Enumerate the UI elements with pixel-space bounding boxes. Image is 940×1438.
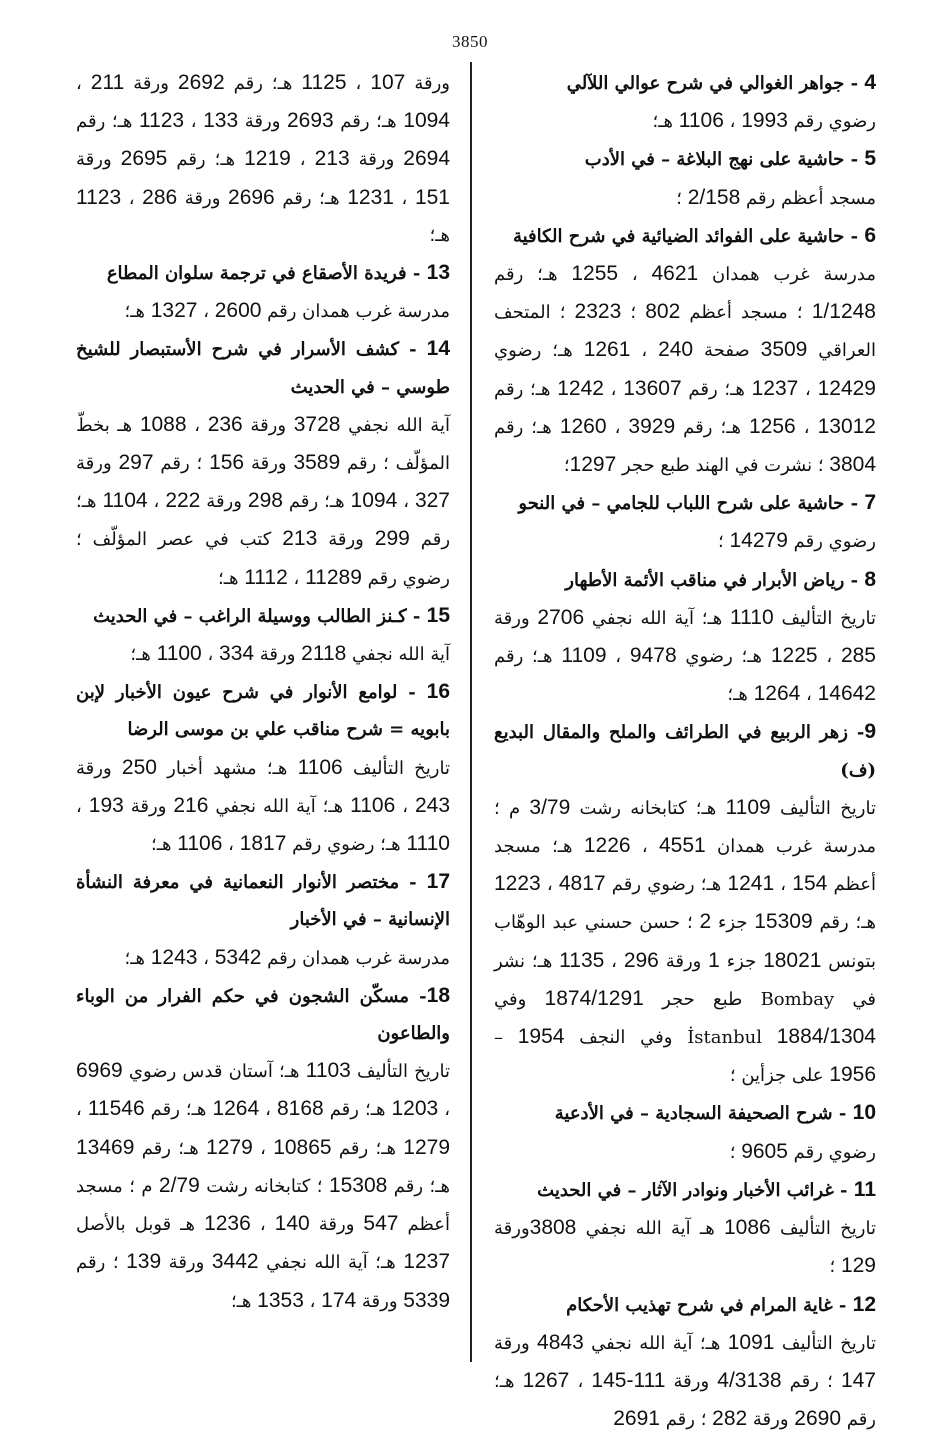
- entry-title-text: - مختصر الأنوار النعمانية في معرفة النشأة الإنسانية – في الأخبار: [76, 872, 450, 930]
- entry-holdings: تاريخ التأليف 1109 هـ؛ كتابخانه رشت 3/79 م ؛ مدرسة غرب همدان 4551 ، 1226 هـ؛ مسجد أعظم 154 ، 1241 هـ؛ رضوي رقم 4817 ، 1223 هـ؛ رقم 15309 جزء 2 ؛ حسن حسني عبد الوهّاب بتونس 18021 جزء 1 ورقة 296 ، 1135 هـ؛ نشر في Bombay طبع حجر 1874/1291 وفي İstanbul 1884/1304 وفي النجف 1954 – 1956 على جزأين ؛: [494, 789, 876, 1095]
- entry-title-text: - كشف الأسرار في شرح الأستبصار للشيخ طوسي – في الحديث: [76, 339, 450, 397]
- entry-number: 17: [427, 870, 450, 893]
- entry-title-text: - غرائب الأخبار ونوادر الآثار – في الحديث: [537, 1180, 854, 1201]
- entry-holdings: ورقة 107 ، 1125 هـ؛ رقم 2692 ورقة 211 ، 1094 هـ؛ رقم 2693 ورقة 133 ، 1123 هـ؛ رقم 2694 ورقة 213 ، 1219 هـ؛ رقم 2695 ورقة 151 ، 1231 هـ؛ رقم 2696 ورقة 286 ، 1123 هـ؛: [76, 64, 450, 254]
- entry-holdings: رضوي رقم 1993 ، 1106 هـ؛: [494, 102, 876, 140]
- bibliography-entry: [494, 64, 876, 140]
- entry-title-text: - فريدة الأصقاع في ترجمة سلوان المطاع: [107, 263, 427, 284]
- bibliography-entry: [494, 1286, 876, 1438]
- entry-number: 4: [864, 71, 876, 94]
- entry-number: 16: [427, 680, 450, 703]
- entry-number: 8: [864, 568, 876, 591]
- entry-title-text: - جواهر الغوالي في شرح عوالي اللآلي: [567, 73, 865, 94]
- bibliography-entry: [494, 1094, 876, 1170]
- entry-number: 7: [864, 491, 876, 514]
- bibliography-entry: [494, 217, 876, 484]
- entry-holdings: مدرسة غرب همدان رقم 2600 ، 1327 هـ؛: [76, 292, 450, 330]
- bibliography-entry: [494, 713, 876, 1094]
- right-column: [494, 64, 876, 1438]
- entry-holdings: تاريخ التأليف 1103 هـ؛ آستان قدس رضوي 6969 ، 1203 هـ؛ رقم 8168 ، 1264 هـ؛ رقم 11546 ، 1279 هـ؛ رقم 10865 ، 1279 هـ؛ رقم 13469 هـ؛ رقم 15308 ؛ كتابخانه رشت 2/79 م ؛ مسجد أعظم 547 ورقة 140 ، 1236 هـ قوبل بالأصل 1237 هـ؛ آية الله نجفي 3442 ورقة 139 ؛ رقم 5339 ورقة 174 ، 1353 هـ؛: [76, 1052, 450, 1319]
- entry-number: 9: [864, 720, 876, 743]
- entry-title-text: - مسكّن الشجون في حكم الفرار من الوباء والطاعون: [76, 986, 450, 1044]
- entry-holdings: رضوي رقم 14279 ؛: [494, 522, 876, 560]
- bibliography-entry: [76, 863, 450, 977]
- entry-holdings: مدرسة غرب همدان رقم 5342 ، 1243 هـ؛: [76, 939, 450, 977]
- entry-title: [76, 863, 450, 938]
- bibliography-entry: [494, 1171, 876, 1286]
- bibliography-entry: [76, 330, 450, 596]
- entry-number: 6: [864, 224, 876, 247]
- column-divider: [470, 62, 472, 1362]
- entry-number: 5: [864, 147, 876, 170]
- entry-title: [494, 561, 876, 599]
- bibliography-entry: [76, 254, 450, 330]
- entry-title: [494, 484, 876, 522]
- entry-holdings: تاريخ التأليف 1091 هـ؛ آية الله نجفي 4843 ورقة 147 ؛ رقم 4/3138 ورقة 111-145 ، 1267 هـ؛ رقم 2690 ورقة 282 ؛ رقم 2691: [494, 1324, 876, 1438]
- entry-holdings: آية الله نجفي 3728 ورقة 236 ، 1088 هـ بخطّ المؤلّف ؛ رقم 3589 ورقة 156 ؛ رقم 297 ورقة 327 ، 1094 هـ؛ رقم 298 ورقة 222 ، 1104 هـ؛ رقم 299 ورقة 213 كتب في عصر المؤلّف ؛ رضوي رقم 11289 ، 1112 هـ؛: [76, 406, 450, 597]
- left-column: [76, 64, 450, 1320]
- entry-title: [494, 140, 876, 178]
- entry-title: [76, 330, 450, 405]
- entry-number: 11: [854, 1178, 876, 1201]
- entry-number: 18: [427, 984, 450, 1007]
- entry-title: [76, 254, 450, 292]
- entry-title: [494, 713, 876, 788]
- entry-holdings: آية الله نجفي 2118 ورقة 334 ، 1100 هـ؛: [76, 635, 450, 673]
- entry-title: [76, 597, 450, 635]
- entry-title-text: - حاشية على شرح اللباب للجامي – في النحو: [518, 493, 864, 514]
- bibliography-entry: [494, 484, 876, 560]
- entry-holdings: مدرسة غرب همدان 4621 ، 1255 هـ؛ رقم 1/1248 ؛ مسجد أعظم 802 ؛ 2323 ؛ المتحف العراقي 3509 صفحة 240 ، 1261 هـ؛ رضوي 12429 ، 1237 هـ؛ رقم 13607 ، 1242 هـ؛ رقم 13012 ، 1256 هـ؛ رقم 3929 ، 1260 هـ؛ رقم 3804 ؛ نشرت في الهند طبع حجر 1297؛: [494, 255, 876, 484]
- entry-holdings: تاريخ التأليف 1086 هـ آية الله نجفي 3808ورقة 129 ؛: [494, 1209, 876, 1285]
- entry-title: [494, 1094, 876, 1132]
- entry-title-text: - حاشية على الفوائد الضيائية في شرح الكافية: [513, 226, 864, 247]
- entry-title-text: - حاشية على نهج البلاغة – في الأدب: [585, 149, 865, 170]
- entry-title: [494, 64, 876, 102]
- entry-number: 10: [853, 1101, 876, 1124]
- entry-number: 13: [427, 261, 450, 284]
- bibliography-entry: [494, 140, 876, 216]
- entry-title-text: - كـنز الطالب ووسيلة الراغب – في الحديث: [93, 606, 427, 627]
- entry-title: [494, 1171, 876, 1209]
- entry-title-text: - زهر الربيع في الطرائف والملح والمقال البديع (ف): [494, 722, 876, 780]
- entry-holdings: مسجد أعظم رقم 2/158 ؛: [494, 179, 876, 217]
- entry-title: [76, 977, 450, 1052]
- entry-title: [494, 1286, 876, 1324]
- entry-holdings: رضوي رقم 9605 ؛: [494, 1133, 876, 1171]
- entry-holdings: تاريخ التأليف 1110 هـ؛ آية الله نجفي 2706 ورقة 285 ، 1225 هـ؛ رضوي 9478 ، 1109 هـ؛ رقم 14642 ، 1264 هـ؛: [494, 599, 876, 714]
- bibliography-entry: [76, 64, 450, 254]
- entry-title-text: - غاية المرام في شرح تهذيب الأحكام: [566, 1295, 853, 1316]
- bibliography-entry: [494, 561, 876, 714]
- entry-number: 15: [427, 604, 450, 627]
- bibliography-entry: [76, 977, 450, 1320]
- entry-number: 14: [427, 337, 450, 360]
- entry-title-text: - رياض الأبرار في مناقب الأئمة الأطهار: [565, 570, 864, 591]
- entry-title: [494, 217, 876, 255]
- entry-title: [76, 673, 450, 748]
- entry-title-text: - لوامع الأنوار في شرح عيون الأخبار لإبن بابويه = شرح مناقب علي بن موسى الرضا: [76, 682, 450, 740]
- bibliography-entry: [76, 597, 450, 673]
- bibliography-entry: [76, 673, 450, 863]
- entry-number: 12: [853, 1293, 876, 1316]
- page-number: 3850: [0, 32, 940, 52]
- entry-holdings: تاريخ التأليف 1106 هـ؛ مشهد أخبار 250 ورقة 243 ، 1106 هـ؛ آية الله نجفي 216 ورقة 193 ، 1110 هـ؛ رضوي رقم 1817 ، 1106 هـ؛: [76, 749, 450, 864]
- entry-title-text: - شرح الصحيفة السجادية – في الأدعية: [555, 1103, 853, 1124]
